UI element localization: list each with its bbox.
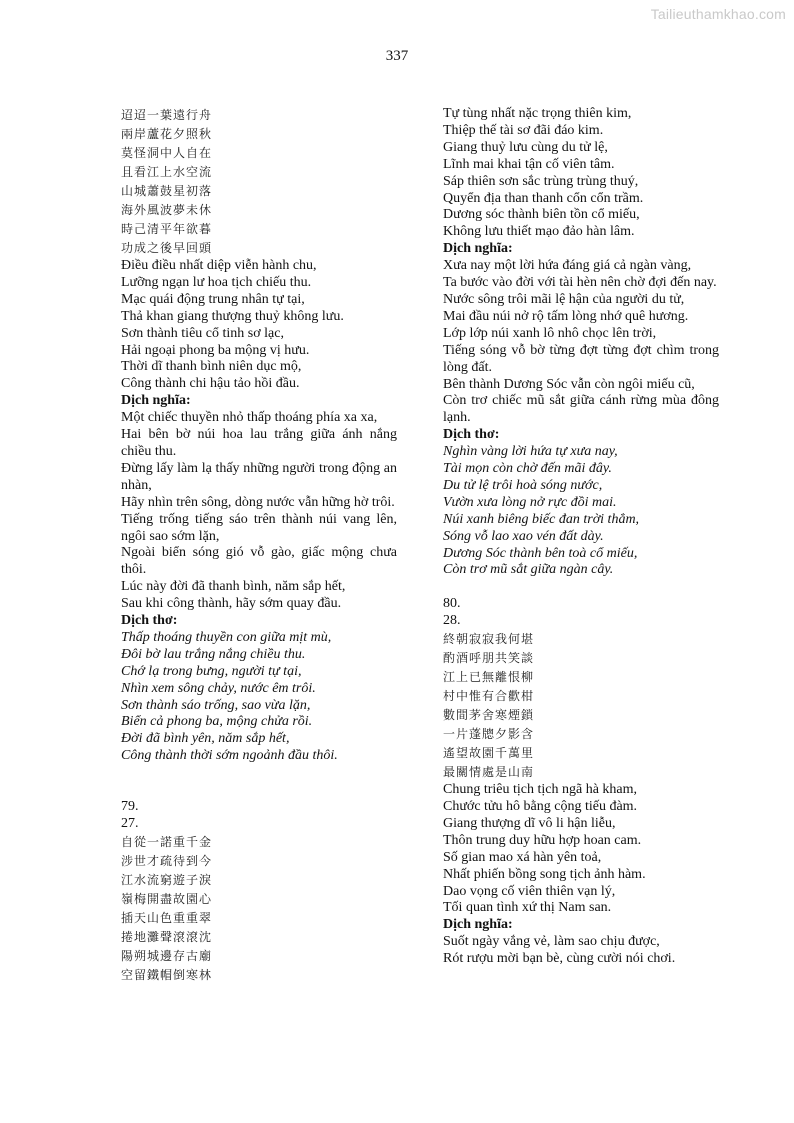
translated-verse-line: Đôi bờ lau trắng nắng chiều thu. [121, 646, 306, 662]
left-column [121, 106, 397, 985]
text-line: Rót rượu mời bạn bè, cùng cười nói chơi. [443, 951, 676, 967]
translated-verse-line: Thấp thoáng thuyền con giữa mịt mù, [121, 629, 332, 645]
text-line: Xưa nay một lời hứa đáng giá cả ngàn vàng, [443, 258, 692, 274]
translated-verse-line: Du tử lệ trôi hoà sóng nước, [443, 477, 603, 493]
text-line: Điều điều nhất diệp viễn hành chu, [121, 258, 317, 273]
translated-verse-line: Biển cả phong ba, mộng chửa rồi. [121, 714, 313, 730]
chinese-verse-line: 江上已無離恨柳 [443, 670, 535, 685]
chinese-verse-line: 時己清平年欲暮 [121, 222, 213, 236]
translated-verse-line: Đời đã bình yên, năm sắp hết, [121, 731, 290, 747]
section-heading: Dịch thơ: [121, 613, 178, 629]
text-line: Giang thượng dĩ vô li hận liễu, [443, 815, 616, 831]
text-line: Lưỡng ngạn lư hoa tịch chiếu thu. [121, 274, 312, 290]
page-number: 337 [385, 48, 409, 64]
text-line: Hải ngoại phong ba mộng vị hưu. [121, 342, 310, 358]
text-line: Thả khan giang thượng thuỷ không lưu. [121, 308, 344, 324]
chinese-verse-line: 且看江上水空流 [121, 165, 213, 179]
text-line: Nước sông trôi mãi lệ hận của người du tử, [443, 291, 685, 307]
translated-verse-line: Còn trơ mũ sắt giữa ngàn cây. [443, 562, 614, 578]
text-line: Tiếng trống tiếng sáo trên thành núi vang lên, ngôi sao sớm lặn, [121, 511, 397, 544]
text-line: Sáp thiên sơn sắc trùng trùng thuý, [443, 173, 639, 189]
text-line: Dương sóc thành biên tồn cổ miếu, [443, 207, 640, 223]
chinese-verse-line: 兩岸蘆花夕照秋 [121, 127, 213, 141]
chinese-verse-line: 酌酒呼朋共笑談 [443, 651, 535, 666]
text-line: Lĩnh mai khai tận cố viên tâm. [443, 156, 615, 172]
chinese-verse-line: 一片蓬牕夕影含 [443, 727, 535, 742]
chinese-verse-line: 功成之後早回頭 [121, 241, 213, 255]
translated-verse-line: Sơn thành sáo trống, sao vừa lặn, [121, 697, 311, 713]
chinese-verse-line: 捲地灘聲滾滾沈 [121, 929, 213, 944]
text-line: Bên thành Dương Sóc vẫn còn ngôi miếu cũ, [443, 376, 695, 392]
text-line: Thời dĩ thanh bình niên dục mộ, [121, 359, 302, 375]
text-line: 28. [443, 613, 461, 629]
text-line: Nhất phiến bồng song tịch ảnh hàm. [443, 866, 646, 882]
text-line: 80. [443, 596, 461, 612]
text-line: Sau khi công thành, hãy sớm quay đầu. [121, 596, 342, 612]
chinese-verse-line: 嶺梅開盡故園心 [121, 891, 213, 906]
text-line: Giang thuỷ lưu cùng du tử lệ, [443, 139, 608, 155]
text-line: Thiệp thế tài sơ đãi đáo kim. [443, 122, 604, 138]
text-line: Tiếng sóng vỗ bờ từng đợt từng đợt chìm trong lòng đất. [443, 342, 719, 375]
translated-verse-line: Nghìn vàng lời hứa tự xưa nay, [443, 444, 618, 460]
translated-verse-line: Dương Sóc thành bên toà cổ miếu, [443, 545, 638, 561]
translated-verse-line: Tài mọn còn chờ đến mãi đây. [443, 461, 612, 477]
text-line: Hãy nhìn trên sông, dòng nước vẫn hững hờ trôi. [121, 494, 395, 510]
chinese-verse-line: 空留鐵帽倒寒林 [121, 967, 213, 982]
chinese-verse-line: 莫怪洞中人自在 [121, 146, 213, 160]
text-line: Số gian mao xá hàn yên toả, [443, 849, 602, 865]
chinese-verse-line: 江水流窮遊子淚 [121, 872, 213, 887]
chinese-verse-line: 自從一諾重千金 [121, 834, 213, 849]
text-line: Còn trơ chiếc mũ sắt giữa cánh rừng mùa đông lạnh. [443, 393, 719, 426]
chinese-verse-line: 數間茅舍寒煙鎖 [443, 708, 535, 723]
chinese-verse-line: 山城蕭鼓星初落 [121, 184, 213, 198]
text-line: Quyển địa than thanh cổn cổn trầm. [443, 190, 644, 206]
translated-verse-line: Núi xanh biêng biếc đan trời thẳm, [443, 511, 640, 527]
text-line: Không lưu thiết mạo đảo hàn lâm. [443, 224, 635, 240]
chinese-verse-line: 遙望故園千萬里 [443, 746, 535, 761]
text-line: Công thành chi hậu tảo hồi đầu. [121, 376, 300, 392]
text-line: Tối quan tình xứ thị Nam san. [443, 900, 612, 916]
text-line: 27. [121, 815, 139, 831]
text-line: Ta bước vào đời với tài hèn nên chờ đợi đến nay. [443, 275, 717, 291]
text-line: Dao vọng cố viên thiên vạn lý, [443, 883, 616, 899]
chinese-verse-line: 迢迢一葉遠行舟 [121, 108, 213, 122]
text-line: Suốt ngày vắng vẻ, làm sao chịu được, [443, 934, 660, 950]
section-heading: Dịch nghĩa: [121, 393, 191, 409]
text-line: Hai bên bờ núi hoa lau trắng giữa ánh nắng chiều thu. [121, 427, 397, 459]
watermark: Tailieuthamkhao.com [650, 6, 786, 22]
section-heading: Dịch thơ: [443, 427, 500, 443]
text-line: Ngoài biển sóng gió vỗ gào, giấc mộng chưa thôi. [121, 545, 397, 578]
chinese-verse-line: 插天山色重重翠 [121, 910, 213, 925]
text-line: 79. [121, 798, 139, 814]
right-column [443, 106, 719, 968]
spacer [121, 765, 397, 782]
section-heading: Dịch nghĩa: [443, 917, 513, 933]
chinese-verse-line: 村中惟有合歡柑 [443, 689, 535, 704]
text-line: Thôn trung duy hữu hợp hoan cam. [443, 832, 642, 848]
translated-verse-line: Nhìn xem sông chảy, nước êm trôi. [121, 680, 316, 696]
text-line: Đừng lấy làm lạ thấy những người trong động an nhàn, [121, 460, 397, 493]
chinese-verse-line: 涉世才疏待到今 [121, 853, 213, 868]
translated-verse-line: Chớ lạ trong bưng, người tự tại, [121, 663, 302, 679]
translated-verse-line: Vườn xưa lòng nở rực đồi mai. [443, 494, 617, 510]
chinese-verse-line: 海外風波夢未休 [121, 203, 213, 217]
text-line: Lúc này đời đã thanh bình, năm sắp hết, [121, 579, 346, 595]
spacer [121, 782, 397, 799]
translated-verse-line: Sóng vỗ lao xao vén đất dày. [443, 528, 604, 544]
translated-verse-line: Công thành thời sớm ngoảnh đầu thôi. [121, 748, 338, 764]
text-line: Mai đầu núi nở rộ tấm lòng nhớ quê hương. [443, 308, 689, 324]
text-line: Mạc quái động trung nhân tự tại, [121, 291, 305, 307]
chinese-verse-line: 陽朔城邊存古廟 [121, 948, 213, 963]
section-heading: Dịch nghĩa: [443, 241, 513, 257]
text-line: Tự tùng nhất nặc trọng thiên kim, [443, 106, 632, 121]
text-line: Chước tửu hô bằng cộng tiếu đàm. [443, 798, 638, 814]
text-line: Lớp lớp núi xanh lô nhô chọc lên trời, [443, 325, 657, 341]
text-line: Một chiếc thuyền nhỏ thấp thoáng phía xa xa, [121, 410, 378, 426]
chinese-verse-line: 最關情處是山南 [443, 765, 535, 780]
chinese-verse-line: 終朝寂寂我何堪 [443, 632, 535, 647]
text-line: Sơn thành tiêu cổ tinh sơ lạc, [121, 325, 284, 341]
spacer [443, 579, 719, 596]
text-line: Chung triêu tịch tịch ngã hà kham, [443, 782, 638, 798]
